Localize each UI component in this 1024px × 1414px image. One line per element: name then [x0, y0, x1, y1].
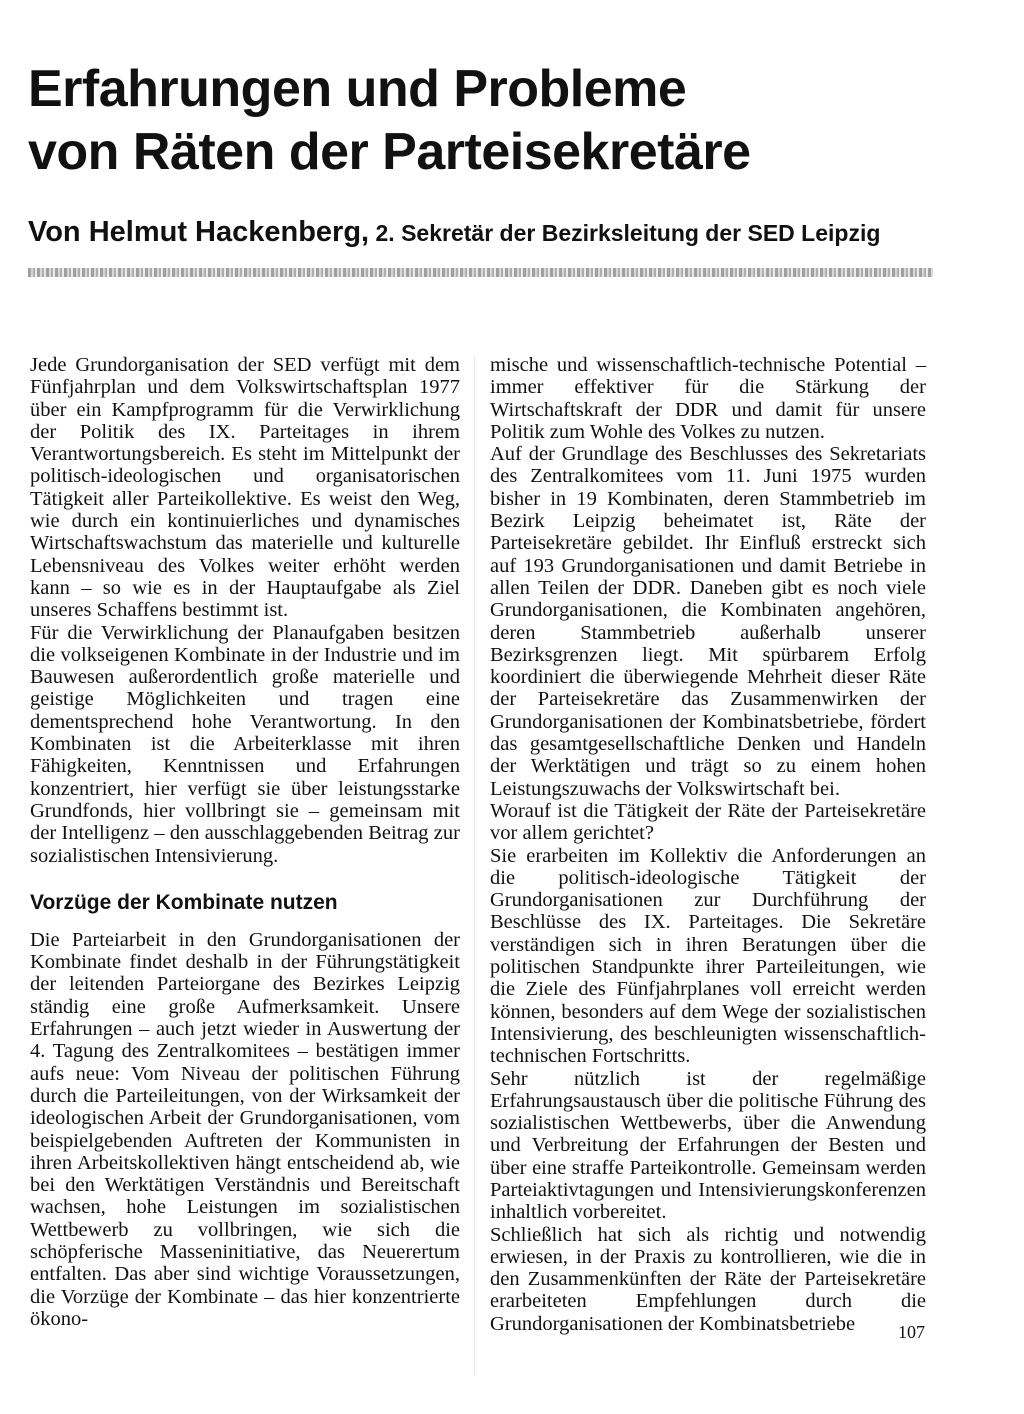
paragraph: Auf der Grundlage des Beschlusses des Sekretariats des Zentralkomitees vom 11. Juni 1975 wurden bisher in 19 Kombinaten, deren Stammbetrieb im Bezirk Leipzig beheimatet ist, Räte der Parteisekretäre gebildet. Ihr Einfluß erstreckt sich auf 193 Grundorganisationen und damit Betriebe in allen Teilen der DDR. Daneben gibt es noch viele Grundorganisationen, die Kombinaten angehören, deren Stammbetrieb außerhalb unserer Bezirksgrenzen liegt. Mit spürbarem Erfolg koordiniert die überwiegende Mehrheit dieser Räte der Parteisekretäre das Zusammenwirken der Grundorganisationen der Kombinatsbetriebe, fördert das gesamtgesellschaftliche Denken und Handeln der Werktätigen und trägt so zu einem hohen Leistungszuwachs der Volkswirtschaft bei. [490, 443, 926, 800]
paragraph: Worauf ist die Tätigkeit der Räte der Parteisekretäre vor allem gerichtet? [490, 799, 926, 845]
paragraph: Jede Grundorganisation der SED verfügt mit dem Fünfjahrplan und dem Volkswirtschaftsplan 1977 über ein Kampfprogramm für die Verwirklichung der Politik des IX. Parteitages in ihrem Verantwortungsbereich. Es steht im Mittelpunkt der politisch-ideologischen und organisatorischen Tätigkeit aller Parteikollektive. Es weist den Weg, wie durch ein kontinuierliches und dynamisches Wirtschaftswachstum das materielle und kulturelle Lebensniveau des Volkes weiter erhöht werden kann – so wie es in der Hauptaufgabe als Ziel unseres Schaffens bestimmt ist. [30, 354, 460, 622]
byline-prefix: Von [28, 216, 89, 248]
page-number: 107 [898, 1322, 925, 1342]
section-heading: Vorzüge der Kombinate nutzen [30, 890, 338, 914]
paragraph: mische und wissenschaftlich-technische Potential – immer effektiver für die Stärkung der Wirtschaftskraft der DDR und damit für unsere Politik zum Wohle des Volkes zu nutzen. [490, 354, 926, 443]
paragraph: Sie erarbeiten im Kollektiv die Anforderungen an die politisch-ideologische Tätigkeit der Grundorganisationen zur Durchführung der Beschlüsse des IX. Parteitages. Die Sekretäre verständigen sich in ihren Beratungen über die politischen Standpunkte ihrer Parteileitungen, wie die Ziele des Fünfjahrplanes voll erreicht werden können, besonders auf dem Wege der sozialistischen Intensivierung, des beschleunigten wissenschaftlich-technischen Fortschritts. [490, 844, 926, 1068]
header-divider [28, 268, 933, 277]
article-title-line-2: von Räten der Parteisekretäre [28, 123, 751, 181]
author-name: Helmut Hackenberg, [88, 216, 370, 248]
paragraph: Schließlich hat sich als richtig und notwendig erwiesen, in der Praxis zu kontrollieren, wie die in den Zusammenkünften der Räte der Parteisekretäre erarbeiteten Empfehlungen durch die Grundorganisationen der Kombinatsbetriebe [490, 1223, 926, 1335]
article-title-line-1: Erfahrungen und Probleme [28, 60, 687, 118]
left-column [30, 354, 460, 1330]
right-column [490, 354, 926, 1335]
column-rule [474, 356, 475, 1376]
paragraph: Sehr nützlich ist der regelmäßige Erfahrungsaustausch über die politische Führung des sozialistischen Wettbewerbs, über die Anwendung und Verbreitung der Erfahrungen der Besten und über eine straffe Parteikontrolle. Gemeinsam werden Parteiaktivtagungen und Intensivierungskonferenzen inhaltlich vorbereitet. [490, 1067, 926, 1224]
byline [28, 216, 988, 249]
author-role: 2. Sekretär der Bezirksleitung der SED Leipzig [375, 220, 881, 246]
paragraph: Für die Verwirklichung der Planaufgaben besitzen die volkseigenen Kombinate in der Industrie und im Bauwesen außerordentlich große materielle und geistige Möglichkeiten und tragen eine dementsprechend hohe Verantwortung. In den Kombinaten ist die Arbeiterklasse mit ihren Fähigkeiten, Kenntnissen und Erfahrungen konzentriert, hier verfügt sie über leistungsstarke Grundfonds, hier vollbringt sie – gemeinsam mit der Intelligenz – den ausschlaggebenden Beitrag zur sozialistischen Intensivierung. [30, 621, 460, 867]
article-title [28, 58, 968, 184]
paragraph: Die Parteiarbeit in den Grundorganisationen der Kombinate findet deshalb in der Führungstätigkeit der leitenden Parteiorgane des Bezirkes Leipzig ständig eine große Aufmerksamkeit. Unsere Erfahrungen – auch jetzt wieder in Auswertung der 4. Tagung des Zentralkomitees – bestätigen immer aufs neue: Vom Niveau der politischen Führung durch die Parteileitungen, von der Wirksamkeit der ideologischen Arbeit der Grundorganisationen, vom beispielgebenden Auftreten der Kommunisten in ihren Arbeitskollektiven hängt entscheidend ab, wie bei den Werktätigen Verständnis und Bereitschaft wachsen, hohe Leistungen im sozialistischen Wettbewerb zu vollbringen, wie sich die schöpferische Masseninitiative, das Neuerertum entfalten. Das aber sind wichtige Voraussetzungen, die Vorzüge der Kombinate – das hier konzentrierte ökono- [30, 928, 460, 1330]
